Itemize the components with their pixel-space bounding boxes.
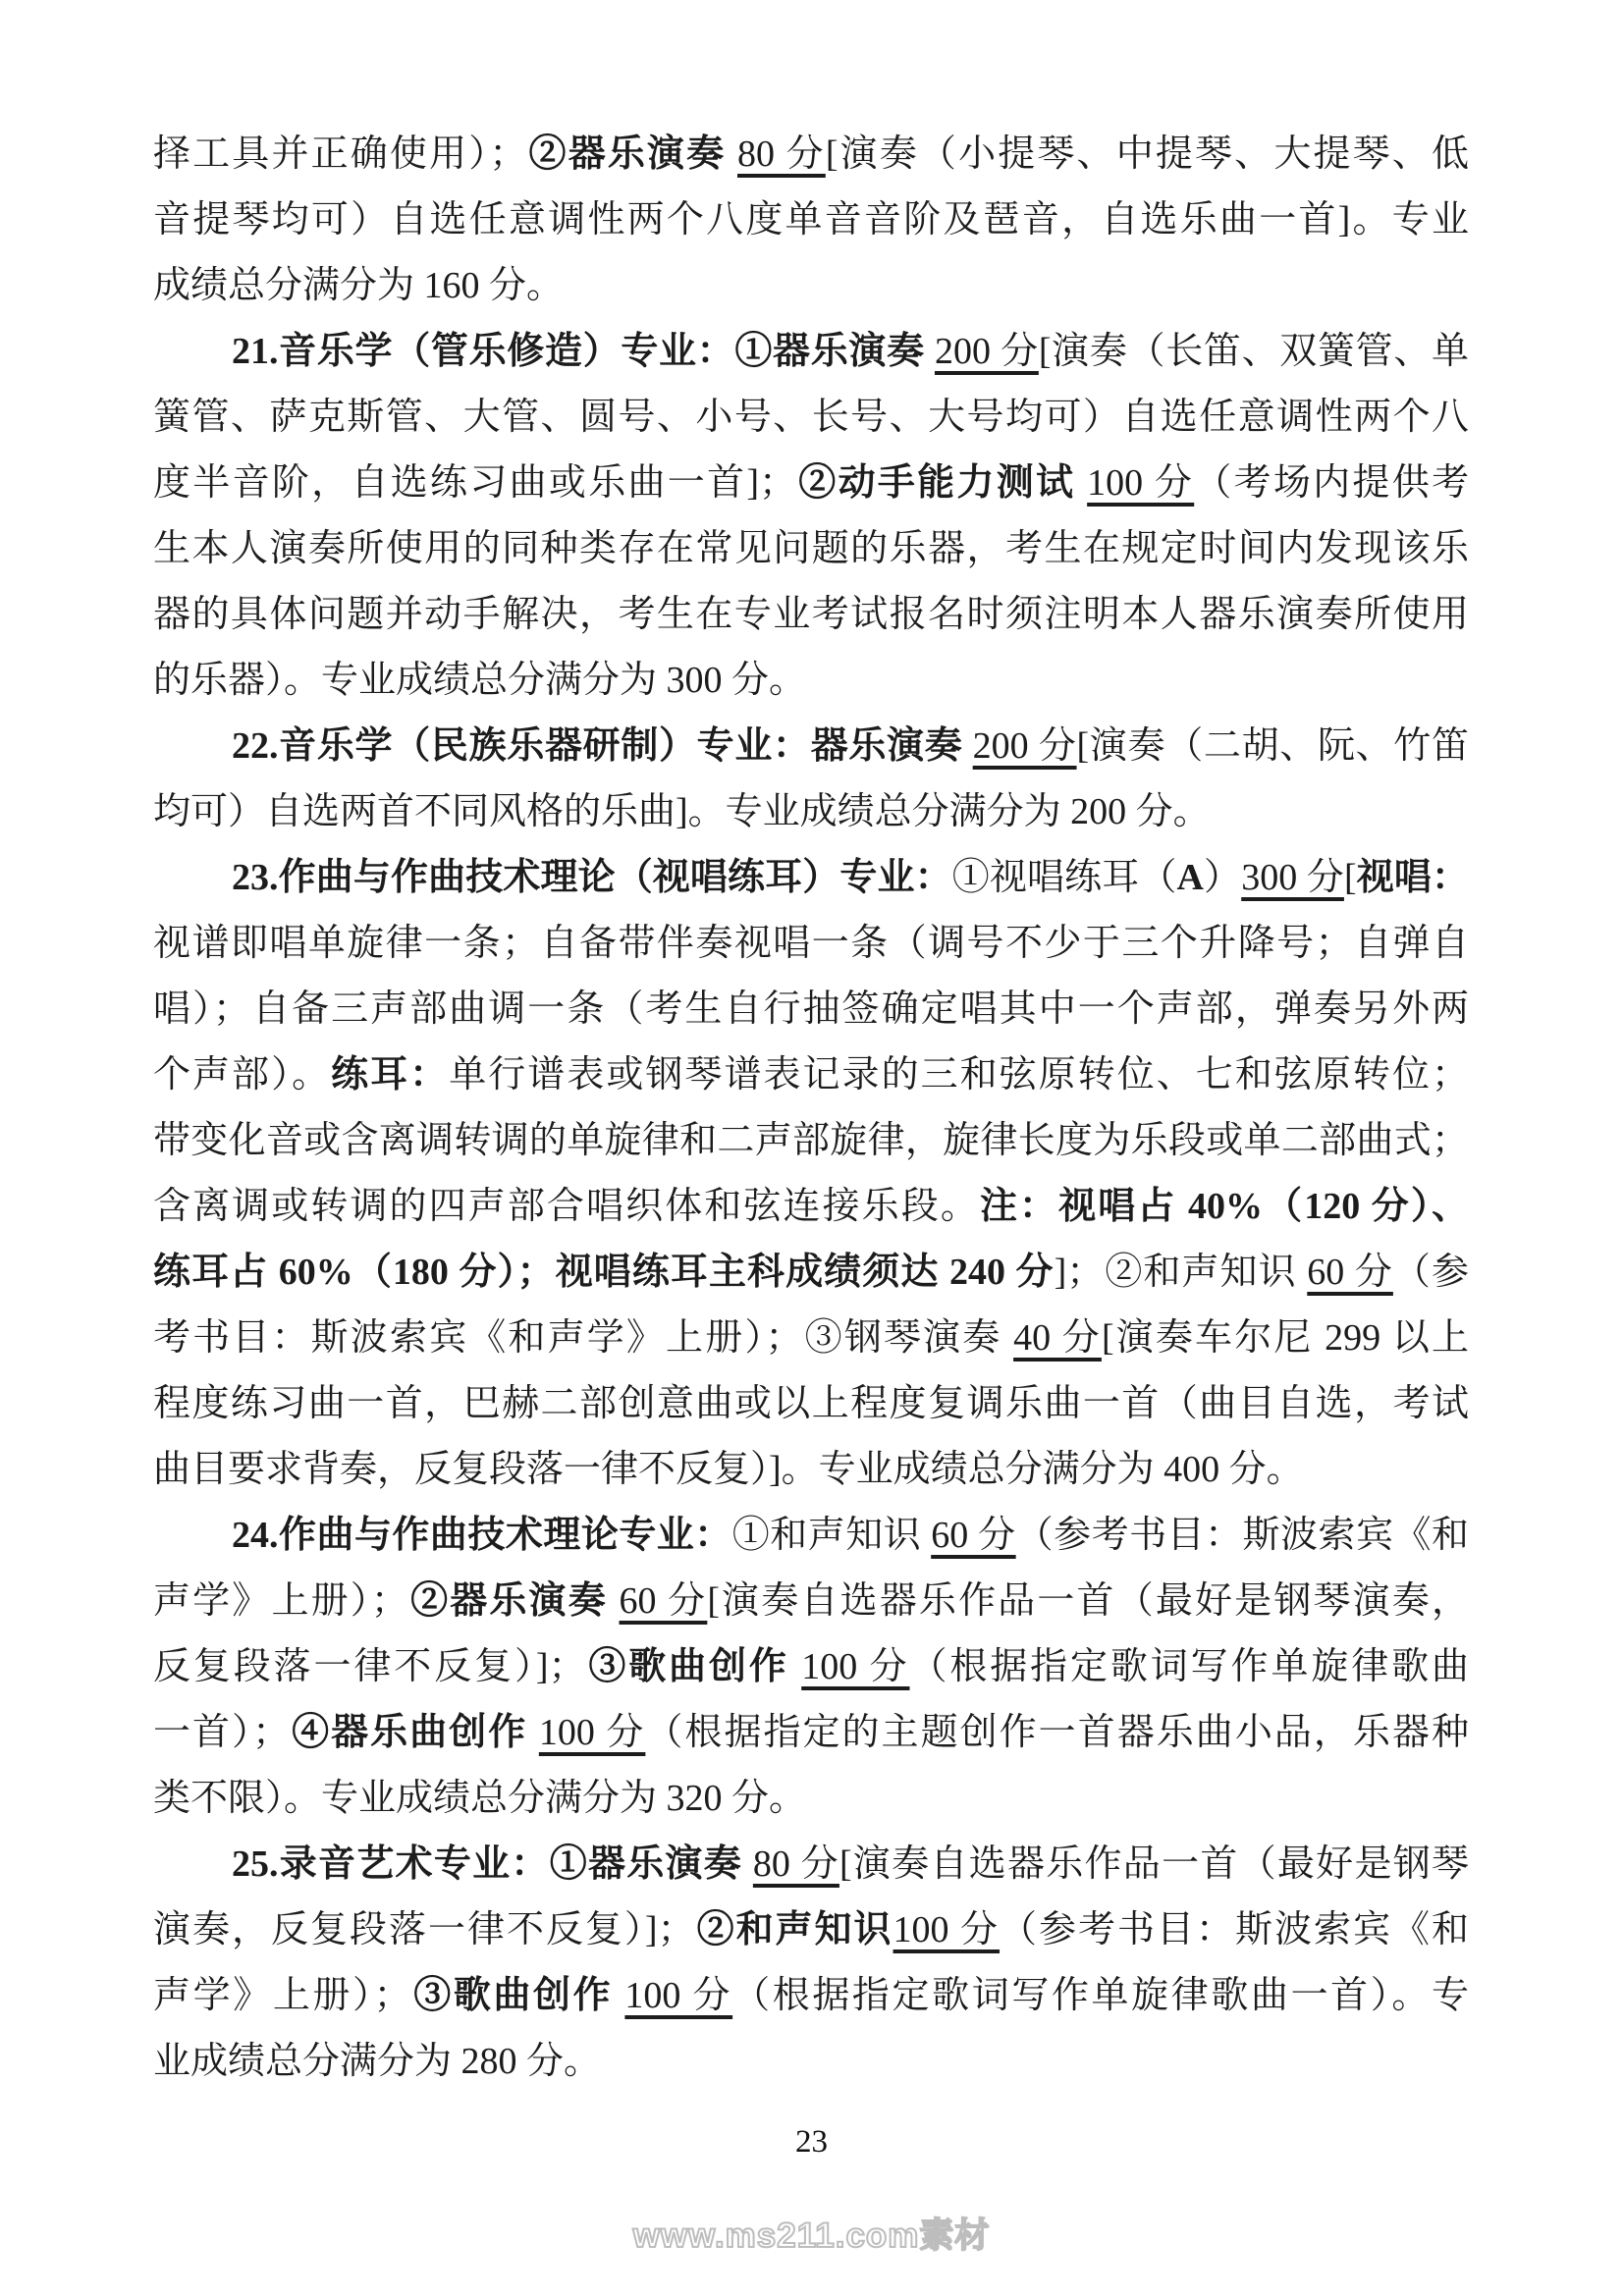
body-text: [演奏（二胡、阮、竹笛	[1076, 725, 1469, 767]
body-text: [演奏车尔尼 299 以上	[1101, 1317, 1469, 1359]
body-text	[789, 1646, 801, 1687]
text-line	[153, 1108, 1469, 1174]
score-value: 300 分	[1241, 857, 1344, 898]
score-value: 200 分	[934, 331, 1039, 372]
body-text: 唱）；自备三声部曲调一条（考生自行抽签确定唱其中一个声部，弹奏另外两	[153, 988, 1469, 1030]
text-line	[153, 1240, 1469, 1306]
body-text: （根据指定歌词写作单旋律歌曲	[909, 1646, 1469, 1687]
emphasis-text: 21.音乐学（管乐修造）专业：①器乐演奏	[232, 331, 925, 372]
text-line	[153, 582, 1469, 648]
text-line	[153, 1437, 1469, 1503]
emphasis-text: 练耳占 60%（180 分）；视唱练耳主科成绩须达 240 分	[153, 1252, 1055, 1293]
document-body	[153, 122, 1469, 2095]
body-text: 器的具体问题并动手解决，考生在专业考试报名时须注明本人器乐演奏所使用	[153, 594, 1469, 635]
body-text: 择工具并正确使用）；	[153, 133, 527, 175]
text-line	[153, 1503, 1469, 1569]
body-text: [演奏自选器乐作品一首（最好是钢琴	[839, 1843, 1469, 1885]
text-line	[153, 1569, 1469, 1634]
body-text	[1075, 462, 1087, 504]
text-line	[153, 2029, 1469, 2095]
text-line	[153, 319, 1469, 385]
text-line	[153, 451, 1469, 516]
body-text: 视谱即唱单旋律一条；自备带伴奏视唱一条（调号不少于三个升降号；自弹自	[153, 923, 1469, 964]
emphasis-text: ②和声知识	[694, 1909, 893, 1950]
body-text: [	[1343, 857, 1357, 898]
score-value: 60 分	[619, 1580, 708, 1622]
body-text: （参	[1392, 1252, 1469, 1293]
score-value: 100 分	[1087, 462, 1195, 504]
body-text: 度半音阶，自选练习曲或乐曲一首]；	[153, 462, 797, 504]
body-text: 程度练习曲一首，巴赫二部创意曲或以上程度复调乐曲一首（曲目自选，考试	[153, 1383, 1469, 1424]
body-text: （根据指定的主题创作一首器乐曲小品，乐器种	[645, 1712, 1469, 1753]
score-value: 60 分	[931, 1515, 1016, 1556]
score-value: 200 分	[972, 725, 1077, 767]
emphasis-text: 注：视唱占 40%（120 分）、	[979, 1186, 1469, 1227]
text-line	[153, 1174, 1469, 1240]
emphasis-text: ②器乐演奏	[526, 133, 727, 175]
text-line	[153, 1371, 1469, 1437]
score-value: 60 分	[1307, 1252, 1393, 1293]
emphasis-text: ③歌曲创作	[410, 1975, 614, 2016]
score-value: 40 分	[1013, 1317, 1102, 1359]
score-value: 80 分	[752, 1843, 839, 1885]
body-text: [演奏自选器乐作品一首（最好是钢琴演奏，	[707, 1580, 1469, 1622]
body-text: 带变化音或含离调转调的单旋律和二声部旋律，旋律长度为乐段或单二部曲式；	[153, 1120, 1469, 1161]
body-text	[962, 725, 972, 767]
body-text: 业成绩总分满分为 280 分。	[153, 2041, 602, 2082]
emphasis-text: 24.作曲与作曲技术理论专业：	[232, 1515, 732, 1556]
text-line	[153, 648, 1469, 714]
emphasis-text: 25.录音艺术专业：①器乐演奏	[232, 1843, 743, 1885]
body-text: 反复段落一律不反复）]；	[153, 1646, 586, 1687]
text-line	[153, 714, 1469, 779]
text-line	[153, 1042, 1469, 1108]
body-text: （根据指定歌词写作单旋律歌曲一首）。专	[732, 1975, 1469, 2016]
body-text: 声学》上册）；	[153, 1580, 408, 1622]
body-text	[608, 1580, 620, 1622]
body-text: 簧管、萨克斯管、大管、圆号、小号、长号、大号均可）自选任意调性两个八	[153, 397, 1469, 438]
body-text: ①和声知识	[731, 1515, 932, 1556]
emphasis-text: 22.音乐学（民族乐器研制）专业：器乐演奏	[232, 725, 963, 767]
body-text: [演奏（长笛、双簧管、单	[1038, 331, 1469, 372]
body-text	[726, 133, 737, 175]
text-line	[153, 516, 1469, 582]
body-text: 含离调或转调的四声部合唱织体和弦连接乐段。	[153, 1186, 980, 1227]
emphasis-text: ②动手能力测试	[796, 462, 1076, 504]
text-line	[153, 1832, 1469, 1897]
text-line	[153, 1634, 1469, 1700]
body-text: 的乐器）。专业成绩总分满分为 300 分。	[153, 660, 807, 701]
body-text: 音提琴均可）自选任意调性两个八度单音音阶及琶音，自选乐曲一首]。专业	[153, 199, 1469, 240]
body-text: 单行谱表或钢琴谱表记录的三和弦原转位、七和弦原转位；	[449, 1054, 1469, 1095]
body-text	[742, 1843, 753, 1885]
watermark: www.ms211.com素材	[632, 2216, 991, 2255]
body-text: 演奏，反复段落一律不反复）]；	[153, 1909, 695, 1950]
body-text	[925, 331, 935, 372]
page-number: 23	[795, 2124, 828, 2160]
score-value: 100 分	[893, 1909, 1001, 1950]
text-line	[153, 385, 1469, 451]
text-line	[153, 1897, 1469, 1963]
body-text	[527, 1712, 539, 1753]
body-text: 类不限）。专业成绩总分满分为 320 分。	[153, 1778, 807, 1819]
body-text: 个声部）。	[153, 1054, 332, 1095]
body-text: 一首）；	[153, 1712, 291, 1753]
body-text: 均可）自选两首不同风格的乐曲]。专业成绩总分满分为 200 分。	[153, 791, 1211, 832]
score-value: 100 分	[538, 1712, 646, 1753]
text-line	[153, 1306, 1469, 1371]
emphasis-text: ③歌曲创作	[585, 1646, 789, 1687]
score-value: 100 分	[624, 1975, 733, 2016]
body-text: ①视唱练耳（	[951, 857, 1177, 898]
text-line	[153, 845, 1469, 911]
score-value: 100 分	[801, 1646, 910, 1687]
body-text: 生本人演奏所使用的同种类存在常见问题的乐器，考生在规定时间内发现该乐	[153, 528, 1469, 569]
text-line	[153, 122, 1469, 187]
body-text: （考场内提供考	[1194, 462, 1469, 504]
text-line	[153, 1700, 1469, 1766]
emphasis-text: 练耳：	[331, 1054, 450, 1095]
text-line	[153, 779, 1469, 845]
text-line	[153, 1963, 1469, 2029]
text-line	[153, 977, 1469, 1042]
body-text: （参考书目：斯波索宾《和	[1015, 1515, 1469, 1556]
emphasis-text: A	[1176, 857, 1204, 898]
body-text	[613, 1975, 624, 2016]
score-value: 80 分	[737, 133, 826, 175]
body-text: （参考书目：斯波索宾《和	[1000, 1909, 1469, 1950]
body-text: [演奏（小提琴、中提琴、大提琴、低	[825, 133, 1469, 175]
emphasis-text: ②器乐演奏	[407, 1580, 608, 1622]
text-line	[153, 187, 1469, 253]
body-text: ）	[1203, 857, 1242, 898]
body-text: 曲目要求背奏，反复段落一律不反复）]。专业成绩总分满分为 400 分。	[153, 1449, 1304, 1490]
body-text: 成绩总分满分为 160 分。	[153, 265, 565, 306]
emphasis-text: ④器乐曲创作	[290, 1712, 528, 1753]
body-text: 考书目：斯波索宾《和声学》上册）；③钢琴演奏	[153, 1317, 1014, 1359]
text-line	[153, 911, 1469, 977]
emphasis-text: 23.作曲与作曲技术理论（视唱练耳）专业：	[232, 857, 952, 898]
body-text: ]；②和声知识	[1054, 1252, 1308, 1293]
text-line	[153, 1766, 1469, 1832]
body-text: 声学》上册）；	[153, 1975, 411, 2016]
emphasis-text: 视唱：	[1356, 857, 1469, 898]
text-line	[153, 253, 1469, 319]
